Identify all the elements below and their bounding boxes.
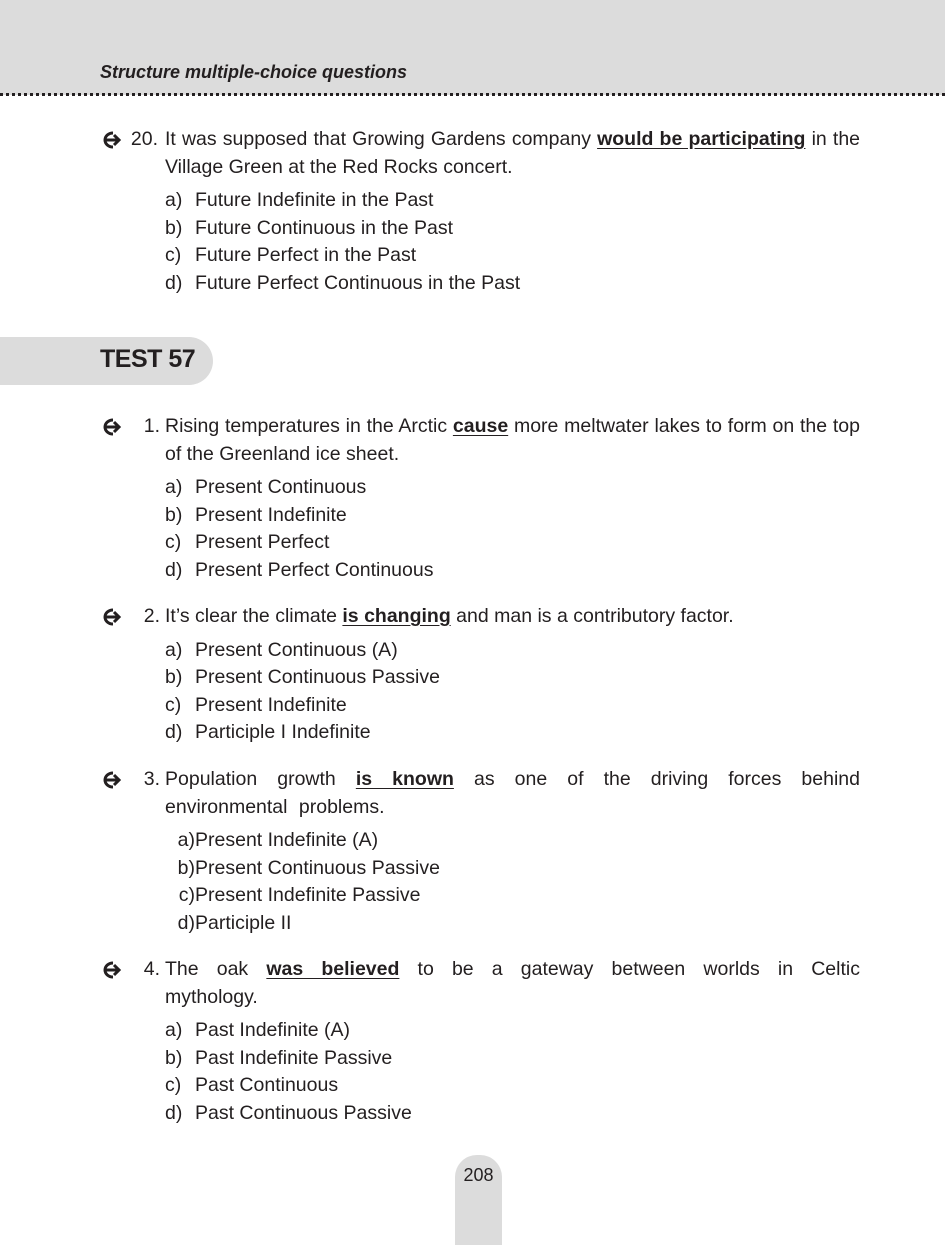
question-text: Rising temperatures in the Arctic cause more meltwater lakes to form on the top of the Greenland ice sheet. [165,415,860,465]
question-3 [100,766,860,937]
answer-options [165,1017,860,1127]
question-2 [100,603,860,747]
option-d[interactable]: d) Past Continuous Passive [165,1101,412,1124]
option-d[interactable]: d) Present Perfect Continuous [165,558,434,581]
key-phrase: was believed [266,958,400,980]
option-a[interactable]: a) Past Indefinite (A) [165,1019,350,1041]
option-a[interactable]: a) Present Continuous [165,476,367,498]
option-a[interactable]: a)Present Indefinite (A) [177,829,379,851]
answer-options [165,827,860,937]
section-title: Structure multiple-choice questions [100,62,408,82]
answer-options [165,187,860,297]
option-c[interactable]: c) Past Continuous [165,1074,339,1096]
question-4 [100,956,860,1127]
question-text: Population growth is known as one of the driving forces behind environmental problems. [165,768,860,818]
question-20 [100,126,860,297]
option-c[interactable]: c) Present Indefinite [165,693,347,716]
option-b[interactable]: b) Present Indefinite [165,503,347,526]
answer-options [165,637,860,747]
key-phrase: would be participating [597,128,806,150]
key-phrase: cause [452,415,509,437]
key-phrase: is changing [342,605,451,627]
question-number: 20. [130,128,158,150]
question-number: 4. [143,958,160,980]
test-title: TEST 57 [100,345,196,373]
question-number: 2. [143,605,160,627]
dotted-divider [0,93,945,96]
question-text: The oak was believed to be a gateway between worlds in Celtic mythology. [165,958,860,1008]
option-d[interactable]: d) Future Perfect Continuous in the Past [165,271,521,294]
page-number: 208 [463,1165,494,1185]
question-text: It’s clear the climate is changing and man is a contributory factor. [165,605,734,627]
option-b[interactable]: b)Present Continuous Passive [177,856,440,879]
option-a[interactable]: a) Present Continuous (A) [165,638,398,661]
option-b[interactable]: b) Future Continuous in the Past [165,216,453,239]
option-d[interactable]: d)Participle II [177,911,292,934]
option-c[interactable]: c) Present Perfect [165,531,330,553]
question-number: 3. [143,768,160,790]
answer-options [165,474,860,584]
option-a[interactable]: a) Future Indefinite in the Past [165,189,434,211]
key-phrase: is known [355,768,454,790]
option-b[interactable]: b) Present Continuous Passive [165,666,440,688]
option-b[interactable]: b) Past Indefinite Passive [165,1046,393,1069]
option-c[interactable]: c) Future Perfect in the Past [165,244,417,266]
question-text: It was supposed that Growing Gardens company would be participating in the Village Green at the Red Rocks concert. [165,128,861,178]
option-d[interactable]: d) Participle I Indefinite [165,721,371,743]
option-c[interactable]: c)Present Indefinite Passive [178,884,421,906]
question-1 [100,413,860,584]
question-number: 1. [143,415,160,437]
